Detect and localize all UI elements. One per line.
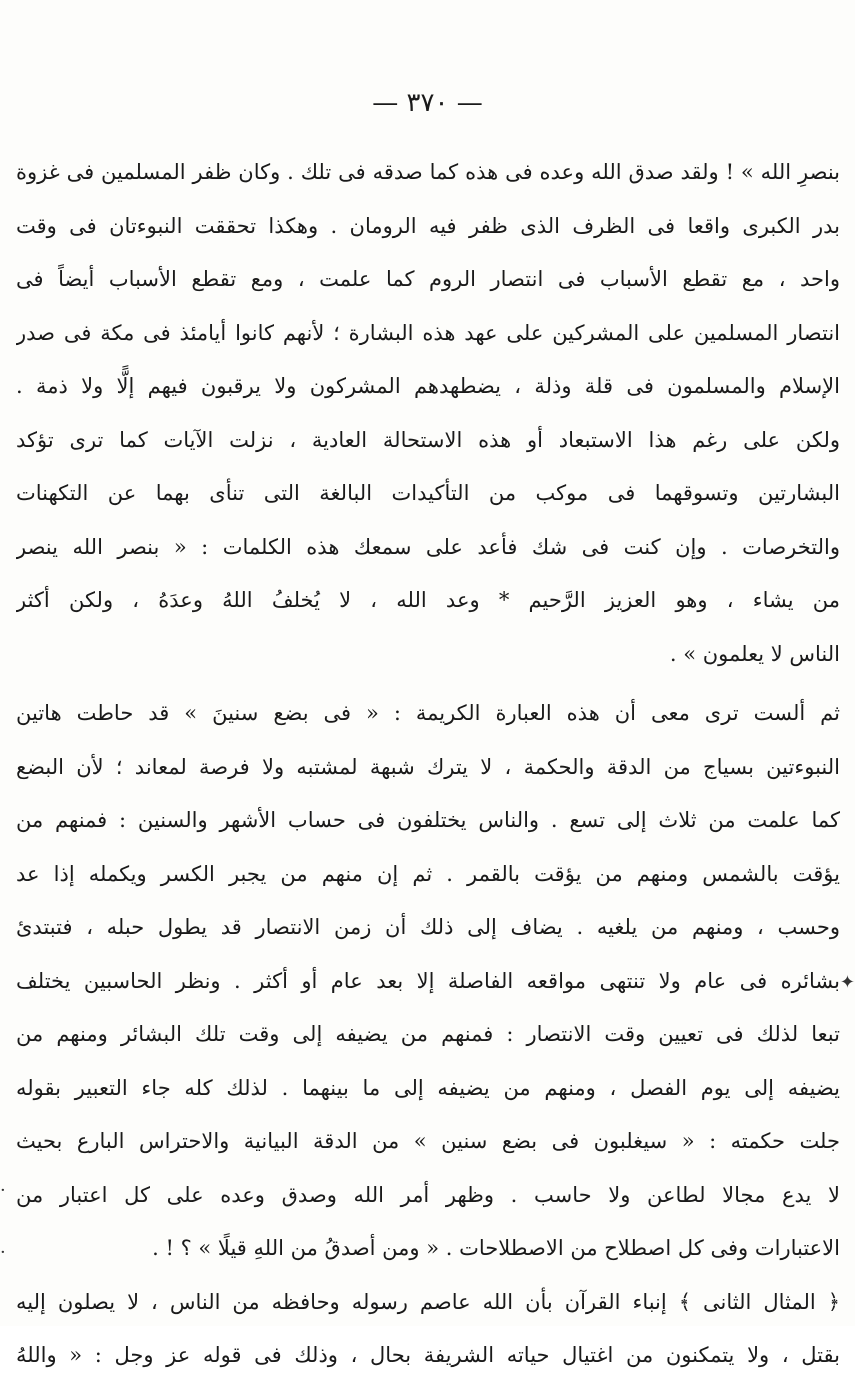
body-text <box>16 146 840 1383</box>
scan-edge-mark: · <box>0 1242 6 1263</box>
text-line: الإسلام والمسلمون فى قلة وذلة ، يضطهدهم المشركون ولا يرقبون فيهم إلًّا ولا ذمة . <box>16 374 840 398</box>
text-line: جلت حكمته : « سيغلبون فى بضع سنين » من الدقة البيانية والاحتراس البارع بحيث <box>16 1129 840 1153</box>
text-line: بدر الكبرى واقعا فى الظرف الذى ظفر فيه الرومان . وهكذا تحققت النبوءتان فى وقت <box>16 213 840 238</box>
text-line: يضيفه إلى يوم الفصل ، ومنهم من يضيفه إلى ما بينهما . لذلك كله جاء التعبير بقوله <box>16 1075 840 1100</box>
text-line: واحد ، مع تقطع الأسباب فى انتصار الروم كما علمت ، ومع تقطع الأسباب أيضاً فى <box>16 267 840 291</box>
text-line: البشارتين وتسوقهما فى موكب من التأكيدات البالغة التى تنأى بهما عن التكهنات <box>16 481 840 505</box>
text-line: انتصار المسلمين على المشركين على عهد هذه البشارة ؛ لأنهم كانوا أيامئذ فى مكة فى صدر <box>16 320 840 345</box>
text-line: ﴿ المثال الثانى ﴾ إنباء القرآن بأن الله عاصم رسوله وحافظه من الناس ، لا يصلون إليه <box>16 1289 840 1314</box>
text-line: والتخرصات . وإن كنت فى شك فأعد على سمعك هذه الكلمات : « بنصر الله ينصر <box>16 534 840 559</box>
text-line: ثم ألست ترى معى أن هذه العبارة الكريمة : « فى بضع سنينَ » قد حاطت هاتين <box>16 701 840 725</box>
text-line: لا يدع مجالا لطاعن ولا حاسب . وظهر أمر الله وصدق وعده على كل اعتبار من <box>16 1182 840 1207</box>
text-line: الناس لا يعلمون » . <box>669 641 840 666</box>
text-line: بنصرِ الله » ! ولقد صدق الله وعده فى هذه كما صدقه فى تلك . وكان ظفر المسلمين فى غزوة <box>16 160 840 184</box>
text-line: بشائره فى عام ولا تنتهى مواقعه الفاصلة إلا بعد عام أو أكثر . ونظر الحاسبين يختلف <box>16 968 840 993</box>
text-line: ولكن على رغم هذا الاستبعاد أو هذه الاستحالة العادية ، نزلت الآيات كما ترى تؤكد <box>16 427 840 452</box>
text-line: من يشاء ، وهو العزيز الرَّحيم * وعد الله ، لا يُخلفُ اللهُ وعدَهُ ، ولكن أكثر <box>16 588 840 612</box>
page-number: — ٣٧٠ — <box>372 88 483 118</box>
scan-edge-mark: ✦ <box>839 972 855 993</box>
scan-edge-mark: · <box>0 1180 6 1201</box>
text-line: الاعتبارات وفى كل اصطلاح من الاصطلاحات . « ومن أصدقُ من اللهِ قيلًا » ؟ ! . <box>152 1236 840 1260</box>
text-line: النبوءتين بسياج من الدقة والحكمة ، لا يترك شبهة لمشتبه ولا فرصة لمعاند ؛ لأن البضع <box>16 754 840 779</box>
text-line: يؤقت بالشمس ومنهم من يؤقت بالقمر . ثم إن منهم من يجبر الكسر ويكمله إذا عد <box>16 861 840 886</box>
text-line: بقتل ، ولا يتمكنون من اغتيال حياته الشريفة بحال ، وذلك فى قوله عز وجل : « واللهُ <box>16 1343 840 1367</box>
text-line: كما علمت من ثلاث إلى تسع . والناس يختلفون فى حساب الأشهر والسنين : فمنهم من <box>16 808 840 832</box>
text-line: تبعا لذلك فى تعيين وقت الانتصار : فمنهم من يضيفه إلى وقت تلك البشائر ومنهم من <box>16 1022 840 1046</box>
text-line: وحسب ، ومنهم من يلغيه . يضاف إلى ذلك أن زمن الانتصار قد يطول حبله ، فتبتدئ <box>16 915 840 939</box>
